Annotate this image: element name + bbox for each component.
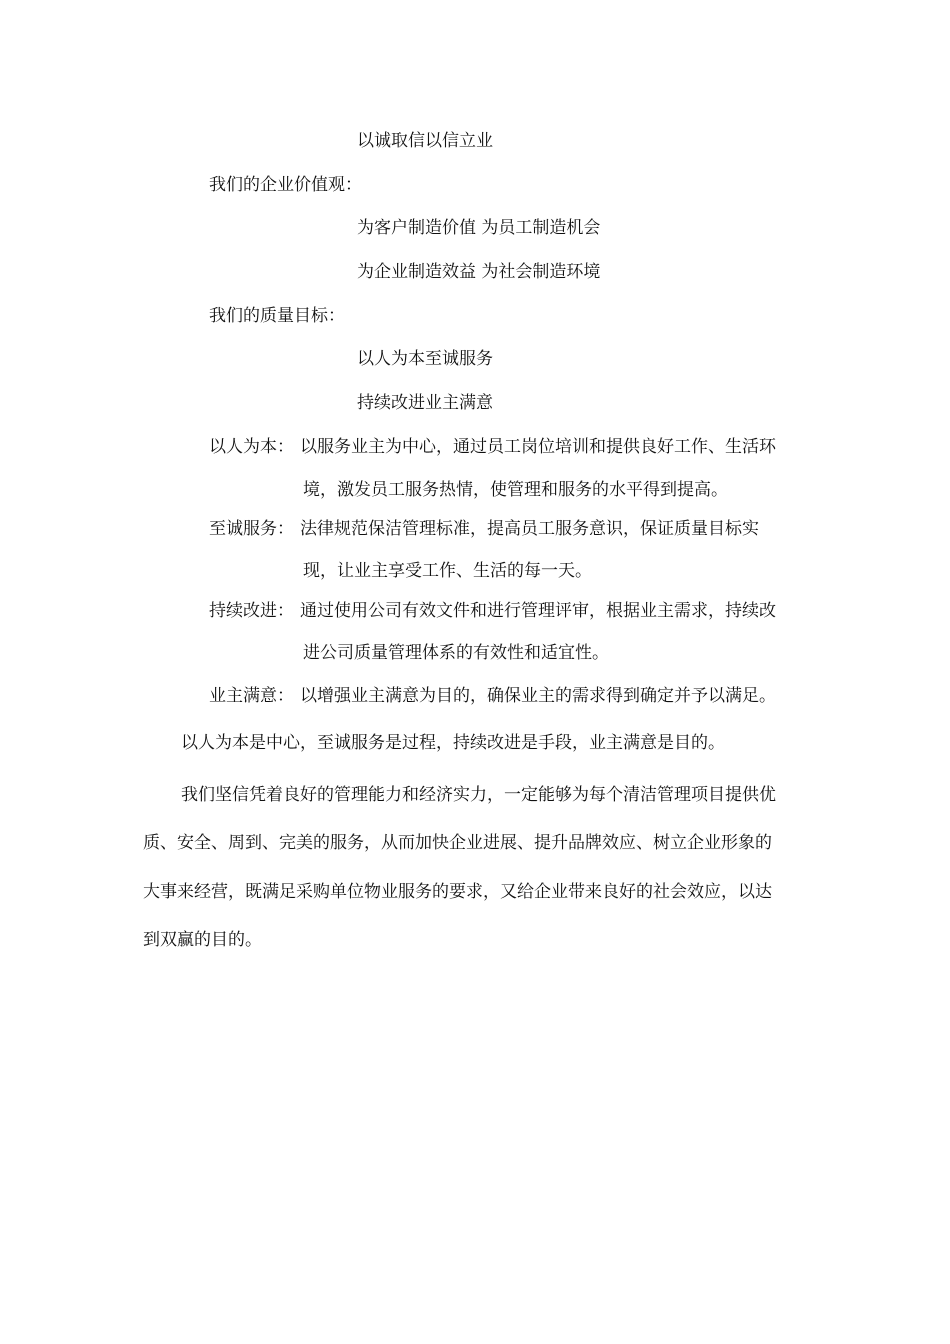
closing-paragraph-line-2: 质、安全、周到、完美的服务，从而加快企业进展、提升品牌效应、树立企业形象的 (143, 833, 772, 853)
definition-row (209, 686, 776, 706)
definition-text: 以服务业主为中心，通过员工岗位培训和提供良好工作、生活环 (300, 437, 776, 457)
closing-paragraph-line-1: 我们坚信凭着良好的管理能力和经济实力，一定能够为每个清洁管理项目提供优 (181, 785, 776, 805)
definition-text: 以增强业主满意为目的，确保业主的需求得到确定并予以满足。 (300, 686, 776, 706)
definition-text: 通过使用公司有效文件和进行管理评审，根据业主需求，持续改 (300, 601, 776, 621)
definition-term: 至诚服务： (209, 519, 294, 539)
closing-paragraph-line-4: 到双赢的目的。 (143, 930, 262, 950)
motto: 以诚取信以信立业 (357, 131, 493, 151)
quality-line-1: 以人为本至诚服务 (357, 349, 493, 369)
definition-continuation: 境，激发员工服务热情，使管理和服务的水平得到提高。 (303, 480, 728, 500)
definition-term: 以人为本： (209, 437, 294, 457)
summary-paragraph: 以人为本是中心，至诚服务是过程，持续改进是手段，业主满意是目的。 (181, 733, 725, 753)
quality-heading: 我们的质量目标： (209, 306, 345, 326)
definition-term: 业主满意： (209, 686, 294, 706)
values-line-1: 为客户制造价值 为员工制造机会 (357, 218, 601, 238)
definition-continuation: 进公司质量管理体系的有效性和适宜性。 (303, 643, 609, 663)
definition-row (209, 437, 776, 457)
definition-continuation: 现，让业主享受工作、生活的每一天。 (303, 561, 592, 581)
definition-row (209, 601, 776, 621)
values-line-2: 为企业制造效益 为社会制造环境 (357, 262, 601, 282)
closing-paragraph-line-3: 大事来经营，既满足采购单位物业服务的要求，又给企业带来良好的社会效应，以达 (143, 882, 772, 902)
definition-term: 持续改进： (209, 601, 294, 621)
definition-row (209, 519, 759, 539)
quality-line-2: 持续改进业主满意 (357, 393, 493, 413)
definition-text: 法律规范保洁管理标准，提高员工服务意识，保证质量目标实 (300, 519, 759, 539)
values-heading: 我们的企业价值观： (209, 175, 362, 195)
